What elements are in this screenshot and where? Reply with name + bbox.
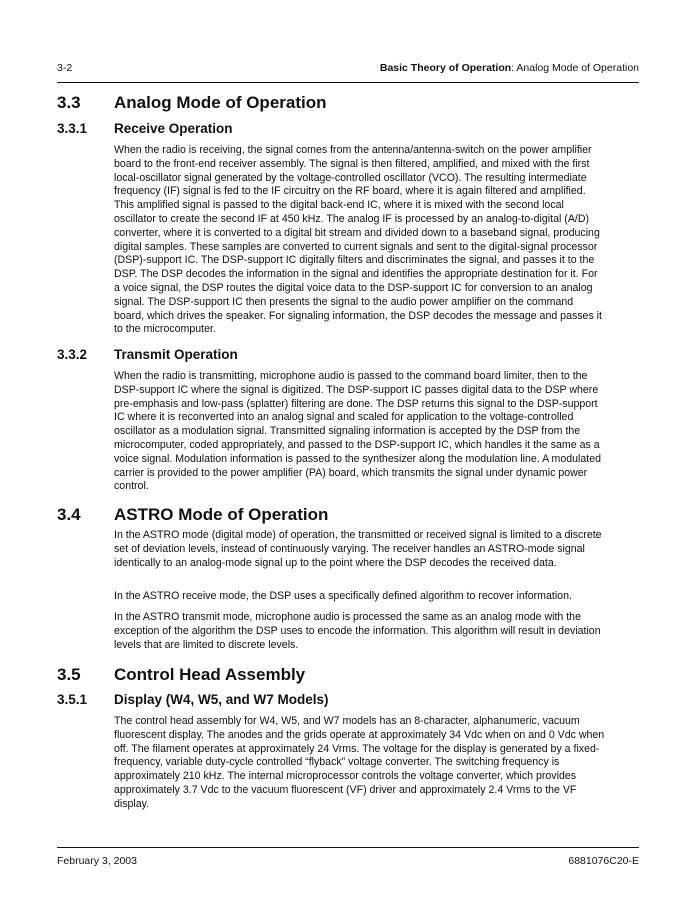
heading-title: Receive Operation xyxy=(114,121,233,136)
heading-title: Control Head Assembly xyxy=(114,665,306,684)
heading-number: 3.3.1 xyxy=(57,121,88,136)
heading-3-3 xyxy=(57,93,639,115)
running-title-rest: : Analog Mode of Operation xyxy=(511,62,639,74)
paragraph-transmit-operation: When the radio is transmitting, microphone audio is passed to the command board limiter, then to the DSP-support IC where the signal is digitized. The DSP-support IC passes digital data to the DSP where pre-emphasis and low-pass (splatter) filtering are done. The DSP returns this signal to the DSP-support IC where it is reconverted into an analog signal and scaled for application to the voltage-controlled oscillator as a modulation signal. Transmitted signaling information is accepted by the DSP from the microcomputer, coded appropriately, and passed to the DSP-support IC, which handles it the same as a voice signal. Modulation information is passed to the synthesizer along the modulation line. A modulated carrier is provided to the power amplifier (PA) board, which transmits the signal under dynamic power control. xyxy=(114,370,602,493)
footer-rule xyxy=(57,847,639,848)
page-number: 3-2 xyxy=(57,62,73,74)
header-rule xyxy=(57,82,639,83)
heading-number: 3.5 xyxy=(57,665,81,684)
heading-3-5-1 xyxy=(57,692,639,710)
heading-number: 3.5.1 xyxy=(57,692,88,707)
heading-title: Transmit Operation xyxy=(114,347,238,362)
paragraph-display: The control head assembly for W4, W5, and W7 models has an 8-character, alphanumeric, vacuum fluorescent display. The anodes and the grids operate at approximately 34 Vdc when on and 0 Vdc when off. The filament operates at approximately 24 Vrms. The voltage for the display is generated by a fixed-frequency, variable duty-cycle controlled “flyback” voltage converter. The switching frequency is approximately 210 kHz. The internal microprocessor controls the voltage converter, which provides approximately 3.7 Vdc to the vacuum fluorescent (VF) driver and approximately 2.4 Vrms to the VF display. xyxy=(114,715,605,810)
paragraph-astro-mode: In the ASTRO mode (digital mode) of operation, the transmitted or received signal is limited to a discrete set of deviation levels, instead of continuously varying. The receiver handles an ASTRO-mode signal identically to an analog-mode signal up to the point where the DSP decodes the received data. xyxy=(114,529,602,569)
heading-title: Display (W4, W5, and W7 Models) xyxy=(114,692,329,707)
heading-3-4 xyxy=(57,505,639,527)
heading-number: 3.3.2 xyxy=(57,347,88,362)
running-title xyxy=(380,62,639,74)
page-header xyxy=(57,62,639,78)
heading-3-3-2 xyxy=(57,347,639,365)
paragraph-astro-receive: In the ASTRO receive mode, the DSP uses a specifically defined algorithm to recover information. xyxy=(114,590,572,602)
paragraph-receive-operation: When the radio is receiving, the signal comes from the antenna/antenna-switch on the power amplifier board to the front-end receiver assembly. The signal is then filtered, amplified, and mixed with the first local-oscillator signal generated by the voltage-controlled oscillator (VCO). The resulting intermediate frequency (IF) signal is fed to the IF circuitry on the RF board, where it is again filtered and amplified. This amplified signal is passed to the digital back-end IC, where it is mixed with the second local oscillator to create the second IF at 450 kHz. The analog IF is processed by an analog-to-digital (A/D) converter, where it is converted to a digital bit stream and divided down to a baseband signal, producing digital samples. These samples are converted to current signals and sent to the digital-signal processor (DSP)-support IC. The DSP-support IC digitally filters and discriminates the signal, and passes it to the DSP. The DSP decodes the information in the signal and identifies the appropriate destination for it. For a voice signal, the DSP routes the digital voice data to the DSP-support IC for conversion to an analog signal. The DSP-support IC then presents the signal to the audio power amplifier on the command board, which drives the speaker. For signaling information, the DSP decodes the message and passes it to the microcomputer. xyxy=(114,144,602,336)
running-title-bold: Basic Theory of Operation xyxy=(379,62,512,74)
heading-3-3-1 xyxy=(57,121,639,139)
heading-title: ASTRO Mode of Operation xyxy=(114,505,329,524)
heading-3-5 xyxy=(57,665,639,687)
footer-date: February 3, 2003 xyxy=(57,855,137,867)
footer-doc-number: 6881076C20-E xyxy=(568,855,639,867)
heading-number: 3.4 xyxy=(57,505,81,524)
heading-number: 3.3 xyxy=(57,93,81,112)
paragraph-astro-transmit: In the ASTRO transmit mode, microphone audio is processed the same as an analog mode with the exception of the algorithm the DSP uses to encode the information. This algorithm will result in deviation levels that are limited to discrete levels. xyxy=(114,611,601,651)
heading-title: Analog Mode of Operation xyxy=(114,93,327,112)
